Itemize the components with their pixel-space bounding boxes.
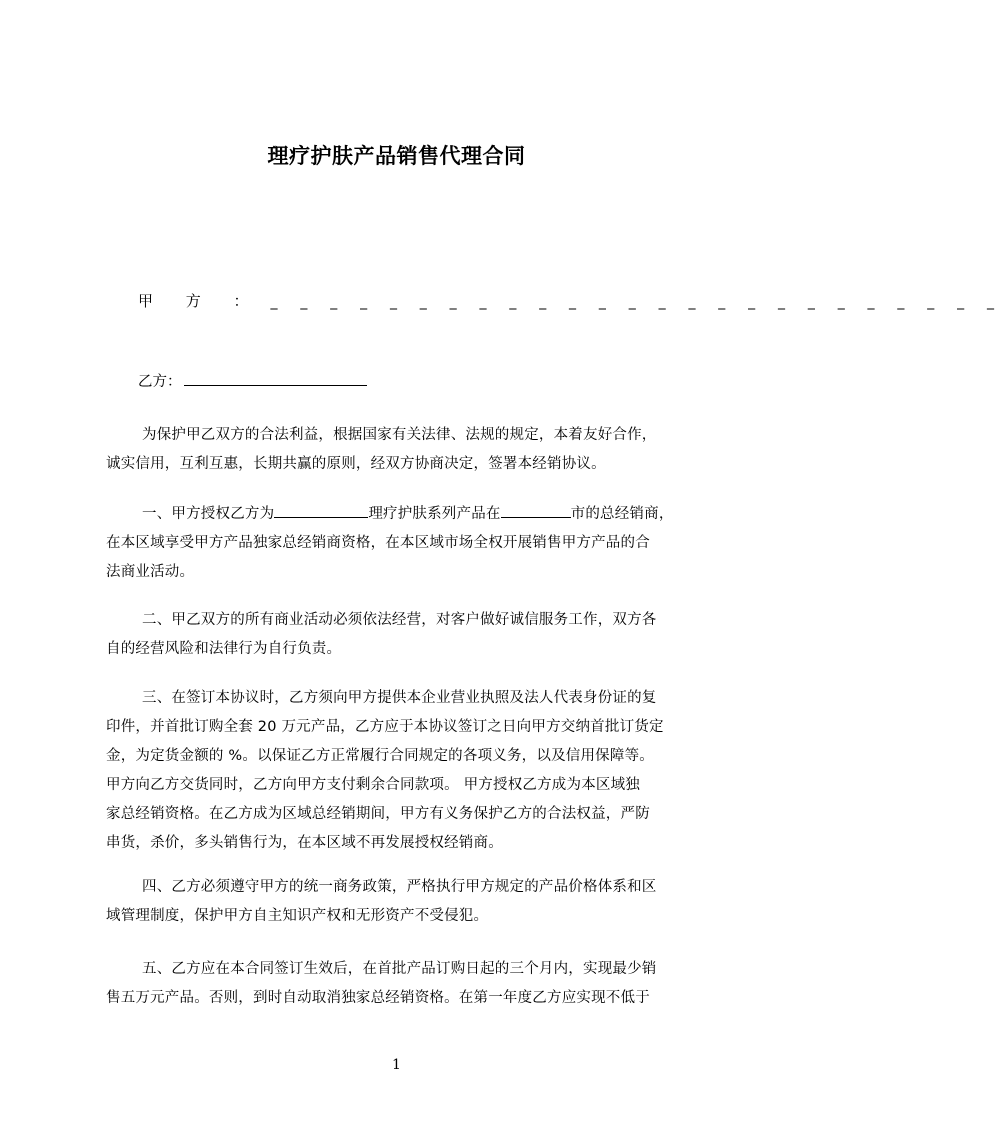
clause-line: 域管理制度，保护甲方自主知识产权和无形资产不受侵犯。 (106, 908, 489, 924)
party-b-blank (184, 370, 367, 386)
clause-line: 法商业活动。 (106, 564, 195, 580)
clause-line: 在本区域享受甲方产品独家总经销商资格，在本区域市场全权开展销售甲方产品的合 (106, 535, 650, 551)
clause-1 (106, 500, 701, 587)
party-b-line (138, 370, 367, 391)
clause-line (106, 500, 701, 529)
clause-1-text-c: 市的总经销商， (570, 506, 674, 522)
clause-5 (106, 955, 701, 1013)
clause-line: 售五万元产品。否则，到时自动取消独家总经销资格。在第一年度乙方应实现不低于 (106, 990, 650, 1006)
clause-line: 金，为定货金额的 %。以保证乙方正常履行合同规定的各项义务，以及信用保障等。 (106, 748, 654, 764)
clause-line: 五、乙方应在本合同签订生效后，在首批产品订购日起的三个月内，实现最少销 (142, 961, 657, 977)
city-blank (501, 503, 571, 518)
clause-line: 串货，杀价，多头销售行为，在本区域不再发展授权经销商。 (106, 835, 503, 851)
clause-line: 甲方向乙方交货同时，乙方向甲方支付剩余合同款项。 甲方授权乙方成为本区域独 (106, 777, 641, 793)
agent-name-blank (274, 503, 368, 518)
intro-line: 诚实信用，互利互惠，长期共赢的原则，经双方协商决定，签署本经销协议。 (106, 456, 606, 472)
clause-line: 四、乙方必须遵守甲方的统一商务政策，严格执行甲方规定的产品价格体系和区 (142, 879, 657, 895)
party-a-line (138, 290, 1003, 311)
clause-line: 三、在签订本协议时，乙方须向甲方提供本企业营业执照及法人代表身份证的复 (142, 690, 657, 706)
party-a-label: 甲 方 ： (138, 292, 263, 310)
clause-line: 印件，并首批订购全套 20 万元产品，乙方应于本协议签订之日向甲方交纳首批订货定 (106, 719, 664, 735)
clause-2 (106, 606, 701, 664)
document-title: 理疗护肤产品销售代理合同 (267, 144, 526, 168)
clause-1-text-a: 一、甲方授权乙方为 (142, 506, 275, 522)
clause-1-text-b: 理疗护肤系列产品在 (368, 506, 501, 522)
clause-3 (106, 684, 701, 858)
party-b-label: 乙方： (138, 374, 182, 390)
clause-line: 自的经营风险和法律行为自行负责。 (106, 641, 342, 657)
intro-paragraph (106, 421, 701, 479)
page-number: 1 (392, 1057, 401, 1073)
party-a-blank: _ _ _ _ _ _ _ _ _ _ _ _ _ _ _ _ _ _ _ _ _ _ _ _ _ (270, 294, 1003, 310)
clause-4 (106, 873, 701, 931)
clause-line: 二、甲乙双方的所有商业活动必须依法经营，对客户做好诚信服务工作，双方各 (142, 612, 657, 628)
clause-line: 家总经销资格。在乙方成为区域总经销期间，甲方有义务保护乙方的合法权益，严防 (106, 806, 650, 822)
intro-line: 为保护甲乙双方的合法利益，根据国家有关法律、法规的规定，本着友好合作， (142, 427, 657, 443)
